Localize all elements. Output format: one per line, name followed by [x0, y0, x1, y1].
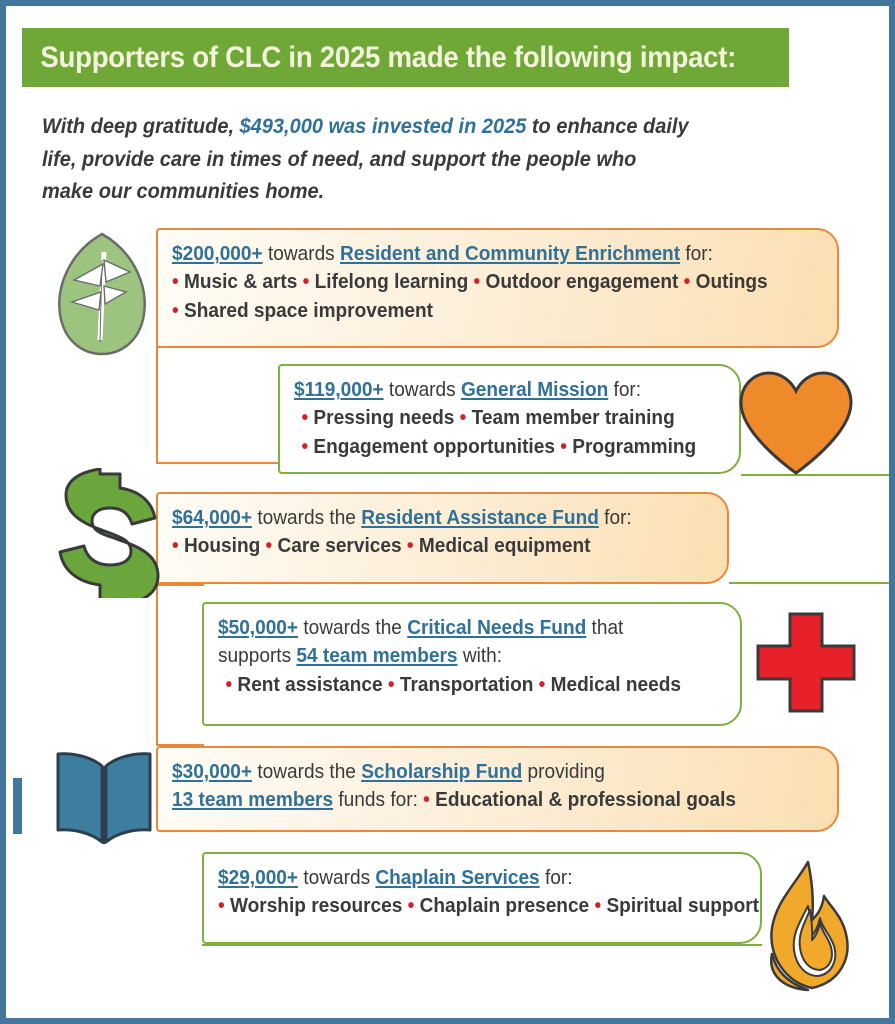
- block4-fund: Critical Needs Fund: [407, 616, 587, 639]
- bullet-dot: •: [225, 672, 233, 696]
- block5-headline-line2: [172, 786, 776, 814]
- bullet-dot: •: [423, 788, 430, 812]
- block1-connector: towards: [262, 242, 341, 265]
- block5-tail: providing: [522, 760, 605, 783]
- page-title: Supporters of CLC in 2025 made the following impact:: [40, 40, 737, 74]
- flow-diagram: [6, 6, 895, 1024]
- block4-supports-label: supports: [218, 644, 297, 668]
- block2-headline: [294, 376, 693, 404]
- block-scholarship-fund[interactable]: [156, 746, 839, 832]
- block2-tail: for:: [608, 378, 642, 401]
- block-general-mission[interactable]: [278, 364, 741, 474]
- block4-item-3: Medical needs: [550, 672, 681, 696]
- block2-bullets-line2: [294, 433, 697, 461]
- bullet-dot: •: [459, 406, 467, 430]
- block2-fund: General Mission: [460, 378, 609, 401]
- block3-item-1: Housing: [183, 534, 261, 558]
- connector-vrule-1: [156, 346, 158, 462]
- block2-item-4: Programming: [572, 434, 697, 458]
- frame-accent-left: [13, 778, 22, 834]
- block4-bullets-line1: [218, 671, 689, 699]
- block5-team-member-count: 13 team members: [172, 788, 334, 812]
- block4-connector: towards the: [298, 616, 408, 639]
- block2-amount: $119,000+: [294, 378, 384, 401]
- block1-headline: [172, 240, 776, 268]
- block4-team-member-count: 54 team members: [296, 644, 458, 668]
- bullet-dot: •: [683, 270, 691, 294]
- bullet-dot: •: [594, 894, 602, 918]
- block3-headline: [172, 504, 673, 532]
- bullet-dot: •: [172, 270, 179, 294]
- block2-item-2: Team member training: [471, 406, 675, 430]
- bullet-dot: •: [302, 270, 310, 294]
- block1-item-4: Outings: [695, 270, 768, 294]
- bullet-dot: •: [301, 434, 309, 458]
- block4-amount: $50,000+: [218, 616, 299, 639]
- block6-item-2: Chaplain presence: [419, 894, 590, 918]
- block3-item-2: Care services: [277, 534, 402, 558]
- block5-headline: [172, 758, 776, 786]
- block3-bullets-line1: [172, 532, 673, 560]
- block2-item-1: Pressing needs: [313, 406, 455, 430]
- connector-rule-3-right: [729, 582, 891, 584]
- block1-bullets-line2: [172, 297, 776, 325]
- dollar-icon: [52, 468, 164, 598]
- block6-bullets-line1: [218, 892, 759, 920]
- block5-item-1: Educational & professional goals: [435, 788, 737, 812]
- block1-bullets-line1: [172, 268, 776, 296]
- block3-connector: towards the: [252, 506, 362, 529]
- bullet-dot: •: [473, 270, 481, 294]
- block3-tail: for:: [598, 506, 632, 529]
- flame-icon: [750, 858, 866, 994]
- block-chaplain-services[interactable]: [202, 852, 762, 944]
- block1-item-5: Shared space improvement: [183, 298, 433, 322]
- block4-headline-line2: [218, 642, 689, 670]
- leaf-icon: [50, 230, 154, 358]
- bullet-dot: •: [407, 894, 415, 918]
- block4-item-2: Transportation: [399, 672, 534, 696]
- block4-item-1: Rent assistance: [237, 672, 383, 696]
- bullet-dot: •: [387, 672, 395, 696]
- heart-icon: [735, 369, 857, 477]
- bullet-dot: •: [172, 298, 179, 322]
- block5-connector: towards the: [252, 760, 362, 783]
- block5-funds-for-label: funds for:: [333, 788, 424, 812]
- block1-item-2: Lifelong learning: [314, 270, 469, 294]
- block6-item-1: Worship resources: [229, 894, 403, 918]
- block5-amount: $30,000+: [172, 760, 253, 783]
- book-icon: [48, 750, 160, 846]
- bullet-dot: •: [172, 534, 179, 558]
- block3-fund: Resident Assistance Fund: [361, 506, 599, 529]
- connector-vrule-3: [156, 584, 158, 744]
- block5-fund: Scholarship Fund: [361, 760, 523, 783]
- block3-amount: $64,000+: [172, 506, 253, 529]
- block-resident-assistance-fund[interactable]: [156, 492, 729, 584]
- block2-item-3: Engagement opportunities: [313, 434, 555, 458]
- cross-icon: [754, 611, 858, 715]
- bullet-dot: •: [406, 534, 414, 558]
- intro-rest: to enhance daily life, provide care in times of need, and support the people who make our communities home.: [42, 114, 689, 204]
- block1-tail: for:: [680, 242, 713, 265]
- block1-amount: $200,000+: [172, 242, 263, 265]
- block1-fund: Resident and Community Enrichment: [340, 242, 681, 265]
- block4-with-label: with:: [457, 644, 503, 668]
- block6-amount: $29,000+: [218, 866, 299, 889]
- block6-tail: for:: [539, 866, 573, 889]
- block1-item-3: Outdoor engagement: [485, 270, 679, 294]
- block2-connector: towards: [383, 378, 461, 401]
- block6-fund: Chaplain Services: [375, 866, 540, 889]
- block6-headline: [218, 864, 707, 892]
- block3-item-3: Medical equipment: [418, 534, 591, 558]
- block1-item-1: Music & arts: [183, 270, 298, 294]
- bullet-dot: •: [301, 406, 309, 430]
- block2-bullets-line1: [294, 404, 693, 432]
- bullet-dot: •: [265, 534, 273, 558]
- connector-rule-1-bottom: [156, 462, 286, 464]
- block6-item-3: Spiritual support: [606, 894, 759, 918]
- block-critical-needs-fund[interactable]: [202, 602, 742, 726]
- intro-lead: With deep gratitude,: [42, 114, 240, 138]
- intro-highlight: $493,000 was invested in 2025: [239, 114, 527, 138]
- block6-connector: towards: [298, 866, 376, 889]
- block-resident-and-community-enrichment[interactable]: [156, 228, 839, 348]
- connector-rule-6-bottom: [202, 944, 762, 946]
- block4-tail: that: [586, 616, 624, 639]
- bullet-dot: •: [560, 434, 567, 458]
- block4-headline: [218, 614, 689, 642]
- bullet-dot: •: [538, 672, 546, 696]
- bullet-dot: •: [218, 894, 225, 918]
